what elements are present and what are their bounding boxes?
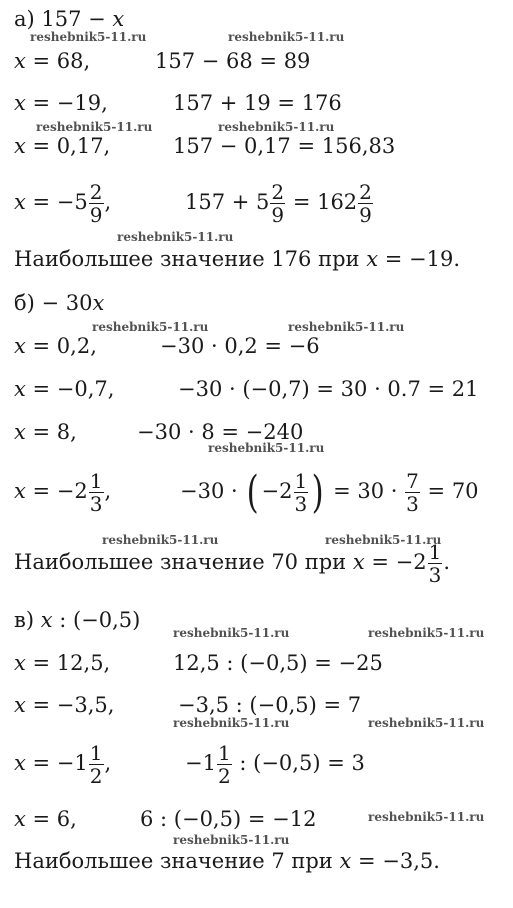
part-b-expr-4: −30 · ( −2 $\frac{1}{3}$ ) = 30 · $\frac{7}{3}$ = 70 — [180, 466, 479, 518]
part-c-row-1: x = 12,5, — [14, 651, 111, 675]
part-a-expr-1: 157 − 68 = 89 — [155, 49, 311, 73]
part-c-row-2: x = −3,5, — [14, 693, 115, 717]
watermark: reshebnik5-11.ru — [368, 716, 485, 730]
watermark: reshebnik5-11.ru — [218, 120, 335, 134]
part-b-expr-1: −30 · 0,2 = −6 — [160, 334, 320, 358]
watermark: reshebnik5-11.ru — [368, 810, 485, 824]
part-b-header: б) − 30x — [14, 291, 105, 315]
part-c-conclusion: Наибольшее значение 7 при x = −3,5. — [14, 849, 440, 873]
part-b-row-3: x = 8, — [14, 420, 77, 444]
part-b-row-2: x = −0,7, — [14, 377, 115, 401]
watermark: reshebnik5-11.ru — [102, 533, 219, 547]
watermark: reshebnik5-11.ru — [92, 320, 209, 334]
part-c-expr-1: 12,5 : (−0,5) = −25 — [173, 651, 383, 675]
part-c-row-3: x = −1 $\frac{1}{2}$ , — [14, 741, 112, 788]
watermark: reshebnik5-11.ru — [325, 533, 442, 547]
part-b-expr-2: −30 · (−0,7) = 30 · 0.7 = 21 — [178, 377, 479, 401]
part-a-conclusion: Наибольшее значение 176 при x = −19. — [14, 247, 460, 271]
part-a-row-1: x = 68, — [14, 49, 91, 73]
watermark: reshebnik5-11.ru — [30, 30, 147, 44]
watermark: reshebnik5-11.ru — [228, 30, 345, 44]
part-c-expr-2: −3,5 : (−0,5) = 7 — [178, 693, 362, 717]
part-c-expr-4: 6 : (−0,5) = −12 — [140, 807, 317, 831]
part-c-header: в) x : (−0,5) — [14, 608, 141, 632]
watermark: reshebnik5-11.ru — [173, 833, 290, 847]
part-c-row-4: x = 6, — [14, 807, 77, 831]
part-a-expr-3: 157 − 0,17 = 156,83 — [173, 134, 396, 158]
watermark: reshebnik5-11.ru — [208, 441, 325, 455]
part-a-header: а) 157 − x — [14, 7, 125, 31]
part-a-expr-2: 157 + 19 = 176 — [173, 91, 342, 115]
part-b-expr-3: −30 · 8 = −240 — [137, 420, 304, 444]
part-b-conclusion: Наибольшее значение 70 при x = −2 $\frac{1}{3}$ . — [14, 540, 451, 587]
watermark: reshebnik5-11.ru — [173, 716, 290, 730]
part-b-row-4: x = −2 $\frac{1}{3}$ , — [14, 469, 112, 516]
watermark: reshebnik5-11.ru — [36, 120, 153, 134]
part-b-row-1: x = 0,2, — [14, 334, 97, 358]
watermark: reshebnik5-11.ru — [288, 320, 405, 334]
part-a-row-2: x = −19, — [14, 91, 108, 115]
watermark: reshebnik5-11.ru — [368, 626, 485, 640]
part-a-expr-4: 157 + 5 $\frac{2}{9}$ = 162 $\frac{2}{9}$ — [185, 180, 372, 227]
part-a-row-4: x = −5 $\frac{2}{9}$ , — [14, 180, 112, 227]
watermark: reshebnik5-11.ru — [173, 626, 290, 640]
watermark: reshebnik5-11.ru — [117, 230, 234, 244]
part-a-row-3: x = 0,17, — [14, 134, 111, 158]
part-c-expr-3: −1 $\frac{1}{2}$ : (−0,5) = 3 — [185, 741, 365, 788]
